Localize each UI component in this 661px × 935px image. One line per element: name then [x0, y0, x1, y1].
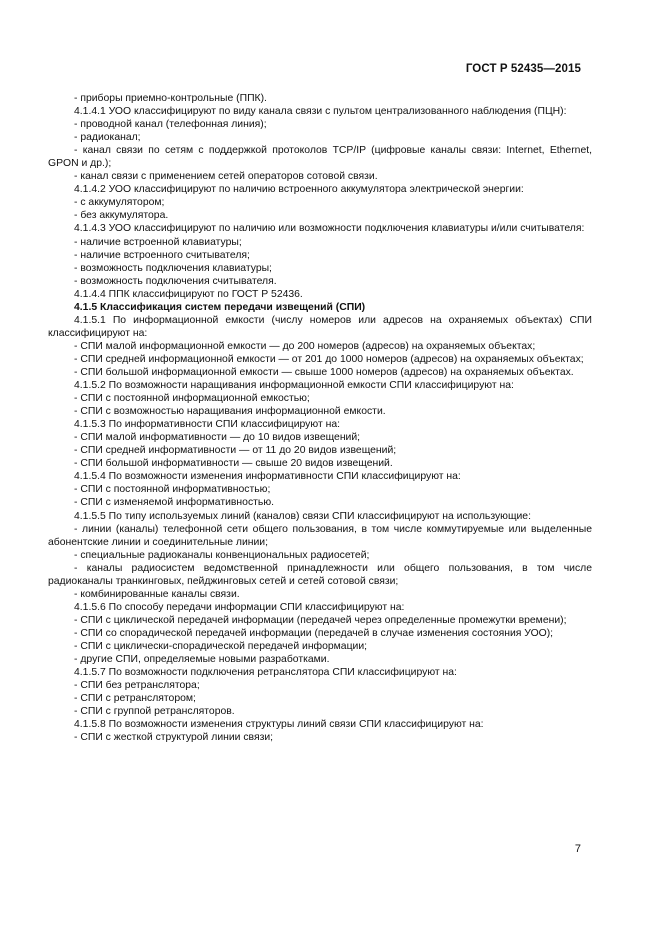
list-item: - СПИ большой информативности — свыше 20 видов извещений. [74, 458, 393, 470]
list-item: - СПИ с группой ретрансляторов. [74, 706, 235, 718]
list-item: - СПИ со спорадической передачей информации (передачей в случае изменения состояния УОО); [74, 627, 554, 639]
clause-4-1-4-3: 4.1.4.3 УОО классифицируют по наличию или возможности подключения клавиатуры и/или считывателя: [74, 223, 585, 235]
list-item: - возможность подключения клавиатуры; [74, 262, 272, 274]
list-item: - СПИ малой информативности — до 10 видов извещений; [74, 432, 361, 444]
list-item: - СПИ с возможностью наращивания информационной емкости. [74, 406, 386, 418]
clause-4-1-5-4: 4.1.5.4 По возможности изменения информативности СПИ классифицируют на: [74, 471, 461, 483]
list-item: - СПИ с изменяемой информативностью. [74, 497, 274, 509]
list-item: - СПИ с жесткой структурой линии связи; [74, 732, 274, 744]
clause-4-1-4-4: 4.1.4.4 ППК классифицируют по ГОСТ Р 52436. [74, 288, 303, 300]
clause-4-1-4-1: 4.1.4.1 УОО классифицируют по виду канала связи с пультом централизованного наблюдения (ПЦН): [74, 106, 567, 118]
list-item: - каналы радиосистем ведомственной принадлежности или общего пользования, в том числе радиоканалы транкинговых, пейджинговых сетей и сетей сотовой связи; [48, 562, 592, 587]
list-item: - СПИ с циклической передачей информации (передачей через определенные промежутки времени); [74, 614, 567, 626]
page-number: 7 [574, 843, 581, 855]
list-item: - без аккумулятора. [74, 210, 169, 222]
section-heading: 4.1.5 Классификация систем передачи извещений (СПИ) [74, 301, 366, 313]
list-item: - комбинированные каналы связи. [74, 588, 240, 600]
text-line: - приборы приемно-контрольные (ППК). [74, 93, 267, 104]
list-item: - с аккумулятором; [74, 197, 165, 209]
list-item: - радиоканал; [74, 132, 141, 144]
list-item: - возможность подключения считывателя. [74, 275, 277, 287]
list-item: - проводной канал (телефонная линия); [74, 119, 267, 131]
list-item: - СПИ без ретранслятора; [74, 680, 200, 692]
clause-4-1-5-6: 4.1.5.6 По способу передачи информации СПИ классифицируют на: [74, 601, 405, 613]
body-text [48, 92, 592, 744]
clause-4-1-5-7: 4.1.5.7 По возможности подключения ретранслятора СПИ классифицируют на: [74, 667, 457, 679]
list-item: - СПИ средней информативности — от 11 до 20 видов извещений; [74, 445, 397, 457]
clause-4-1-5-2: 4.1.5.2 По возможности наращивания информационной емкости СПИ классифицируют на: [74, 380, 514, 392]
list-item: - СПИ большой информационной емкости — свыше 1000 номеров (адресов) на охраняемых объектах. [74, 366, 574, 378]
list-item: - СПИ с постоянной информативностью; [74, 484, 271, 496]
list-item: - СПИ средней информационной емкости — от 201 до 1000 номеров (адресов) на охраняемых объектах; [74, 353, 584, 365]
list-item: - СПИ с циклически-спорадической передачей информации; [74, 640, 368, 652]
list-item: - наличие встроенной клавиатуры; [74, 236, 242, 248]
list-item: - линии (каналы) телефонной сети общего пользования, в том числе коммутируемые или выделенные абонентские линии и соединительные линии; [48, 523, 592, 548]
clause-4-1-5-5: 4.1.5.5 По типу используемых линий (каналов) связи СПИ классифицируют на использующие: [74, 510, 531, 522]
list-item: - другие СПИ, определяемые новыми разработками. [74, 654, 330, 666]
list-item: - канал связи по сетям с поддержкой протоколов TCP/IP (цифровые каналы связи: Internet, Ethernet, GPON и др.); [48, 145, 592, 170]
clause-4-1-5-8: 4.1.5.8 По возможности изменения структуры линий связи СПИ классифицируют на: [74, 719, 484, 731]
document-code: ГОСТ Р 52435—2015 [465, 63, 581, 75]
list-item: - СПИ малой информационной емкости — до 200 номеров (адресов) на охраняемых объектах; [74, 340, 536, 352]
clause-4-1-5-1: 4.1.5.1 По информационной емкости (числу номеров или адресов на охраняемых объектах) СПИ классифицируют на: [48, 314, 592, 339]
list-item: - наличие встроенного считывателя; [74, 249, 250, 261]
list-item: - СПИ с постоянной информационной емкостью; [74, 393, 310, 405]
clause-4-1-5-3: 4.1.5.3 По информативности СПИ классифицируют на: [74, 419, 340, 431]
list-item: - специальные радиоканалы конвенциональных радиосетей; [74, 549, 370, 561]
clause-4-1-4-2: 4.1.4.2 УОО классифицируют по наличию встроенного аккумулятора электрической энергии: [74, 184, 524, 196]
list-item: - СПИ с ретранслятором; [74, 693, 196, 705]
list-item: - канал связи с применением сетей операторов сотовой связи. [74, 171, 378, 183]
